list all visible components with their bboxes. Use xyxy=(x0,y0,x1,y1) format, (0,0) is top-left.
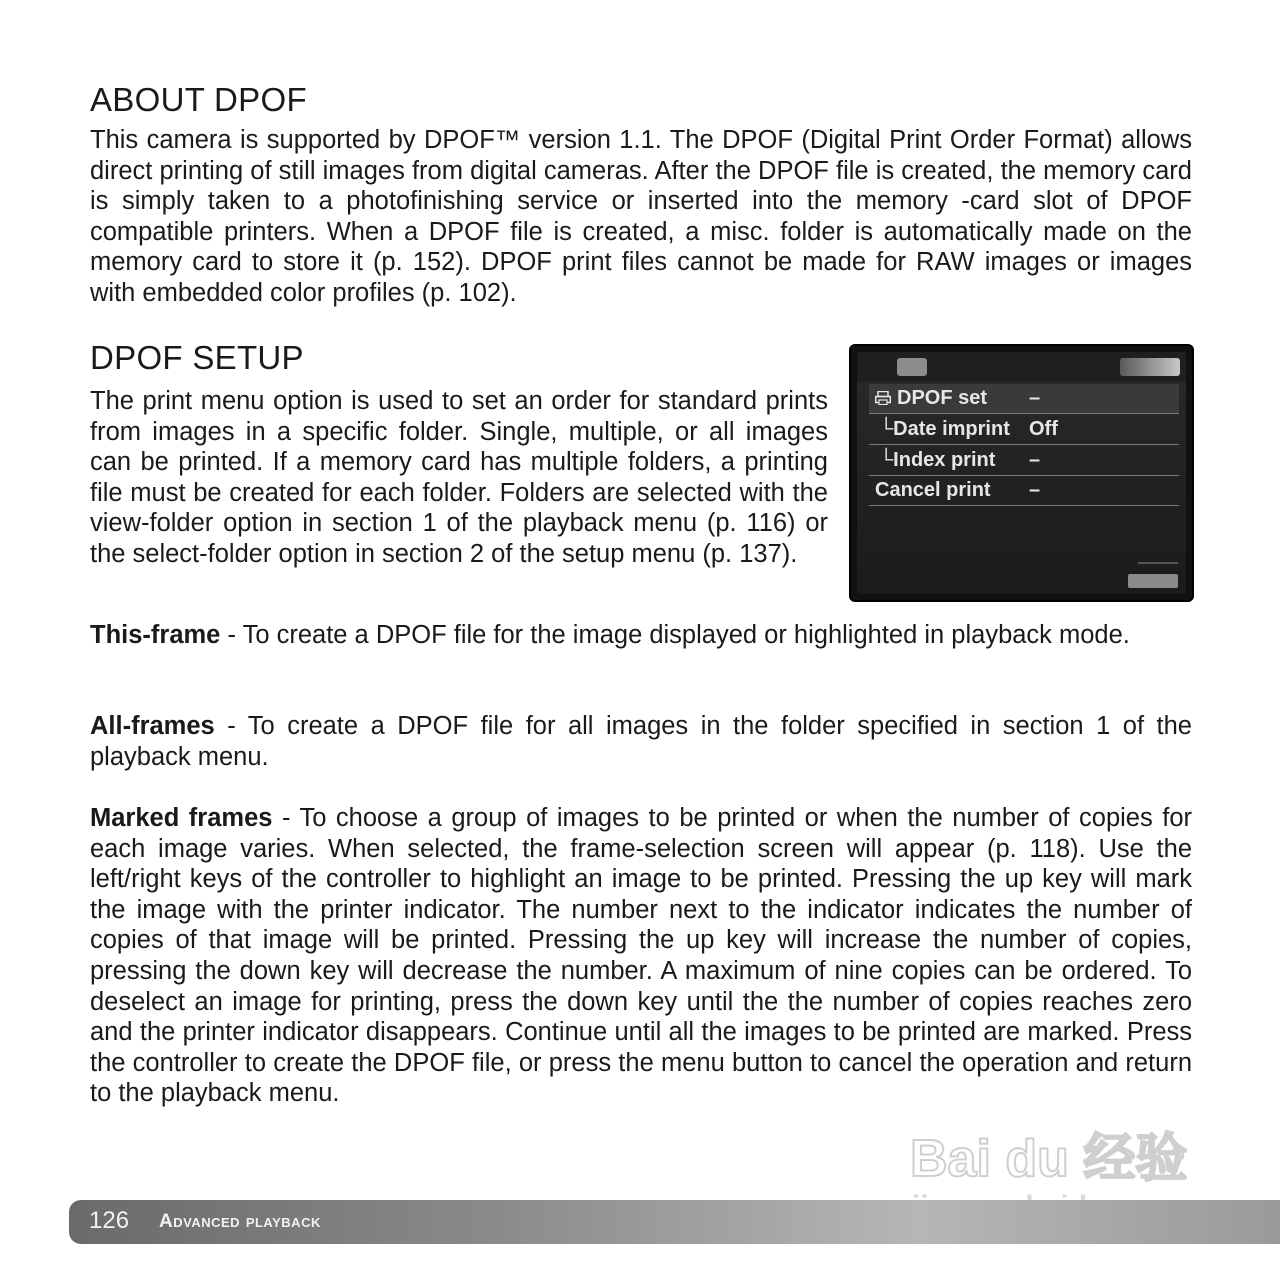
sub-item-corner-icon: └ xyxy=(879,449,894,471)
sub-item-corner-icon: └ xyxy=(879,418,894,440)
page-footer xyxy=(69,1200,1280,1244)
this-frame-term: This-frame xyxy=(90,621,221,649)
all-frames-option xyxy=(90,711,1192,772)
all-frames-desc: - To create a DPOF file for all images in the folder specified in section 1 of the playback menu. xyxy=(90,712,1192,771)
dpof-setup-heading: DPOF SETUP xyxy=(90,339,304,376)
section-title: Advanced playback xyxy=(159,1211,321,1232)
marked-frames-option xyxy=(90,803,1192,1109)
menu-value: – xyxy=(1029,479,1041,501)
printer-icon xyxy=(875,391,891,405)
setup-tab-icon xyxy=(1120,358,1180,376)
menu-value: Off xyxy=(1029,418,1058,440)
all-frames-term: All-frames xyxy=(90,712,215,740)
menu-value: – xyxy=(1029,387,1041,409)
about-dpof-paragraph: This camera is supported by DPOF™ version 1.1. The DPOF (Digital Print Order Format) allows direct printing of still images from digital cameras. After the DPOF file is created, the memory card is simply taken to a photofinishing service or inserted into the memory -card slot of DPOF compatible printers. When a DPOF file is created, a misc. folder is automatically made on the memory card to store it (p. 152). DPOF print files cannot be made for RAW images or images with embedded color profiles (p. 102). xyxy=(90,126,1192,307)
camera-menu-screen xyxy=(849,344,1194,602)
menu-value: – xyxy=(1029,449,1041,471)
menu-label: DPOF set xyxy=(897,387,988,409)
playback-tab-icon xyxy=(897,358,927,376)
watermark-brand: Bai du 经验 xyxy=(910,1130,1188,1188)
menu-button-icon xyxy=(1128,574,1178,588)
menu-label: Cancel print xyxy=(875,479,991,501)
menu-tab-bar xyxy=(857,352,1186,382)
screen-divider xyxy=(1138,562,1178,564)
menu-row-index-print xyxy=(869,446,1179,476)
menu-row-dpof-set xyxy=(869,384,1179,414)
this-frame-option xyxy=(90,620,1192,651)
about-dpof-heading: ABOUT DPOF xyxy=(90,81,307,118)
menu-label: Index print xyxy=(893,449,996,471)
this-frame-desc: - To create a DPOF file for the image displayed or highlighted in playback mode. xyxy=(220,621,1130,649)
marked-frames-desc: - To choose a group of images to be printed or when the number of copies for each image varies. When selected, the frame-selection screen will appear (p. 118). Use the left/right keys of the controller to highlight an image to be printed. Pressing the up key will mark the image with the printer indicator. The number next to the indicator indicates the number of copies of that image will be printed. Pressing the up key will increase the number of copies, pressing the down key will decrease the number. A maximum of nine copies can be ordered. To deselect an image for printing, press the down key until the the number of copies reaches zero and the printer indicator disappears. Continue until all the images to be printed are marked. Press the controller to create the DPOF file, or press the menu button to cancel the operation and return to the playback menu. xyxy=(90,804,1192,1108)
page-number: 126 xyxy=(89,1207,130,1234)
menu-row-cancel-print xyxy=(869,476,1179,506)
marked-frames-term: Marked frames xyxy=(90,804,273,832)
dpof-setup-paragraph: The print menu option is used to set an order for standard prints from images in a specific folder. Single, multiple, or all images can be printed. If a memory card has multiple folders, a printing file must be created for each folder. Folders are selected with the view-folder option in section 1 of the playback menu (p. 116) or the select-folder option in section 2 of the setup menu (p. 137). xyxy=(90,387,828,568)
menu-row-date-imprint xyxy=(869,415,1179,445)
menu-label: Date imprint xyxy=(893,418,1010,440)
